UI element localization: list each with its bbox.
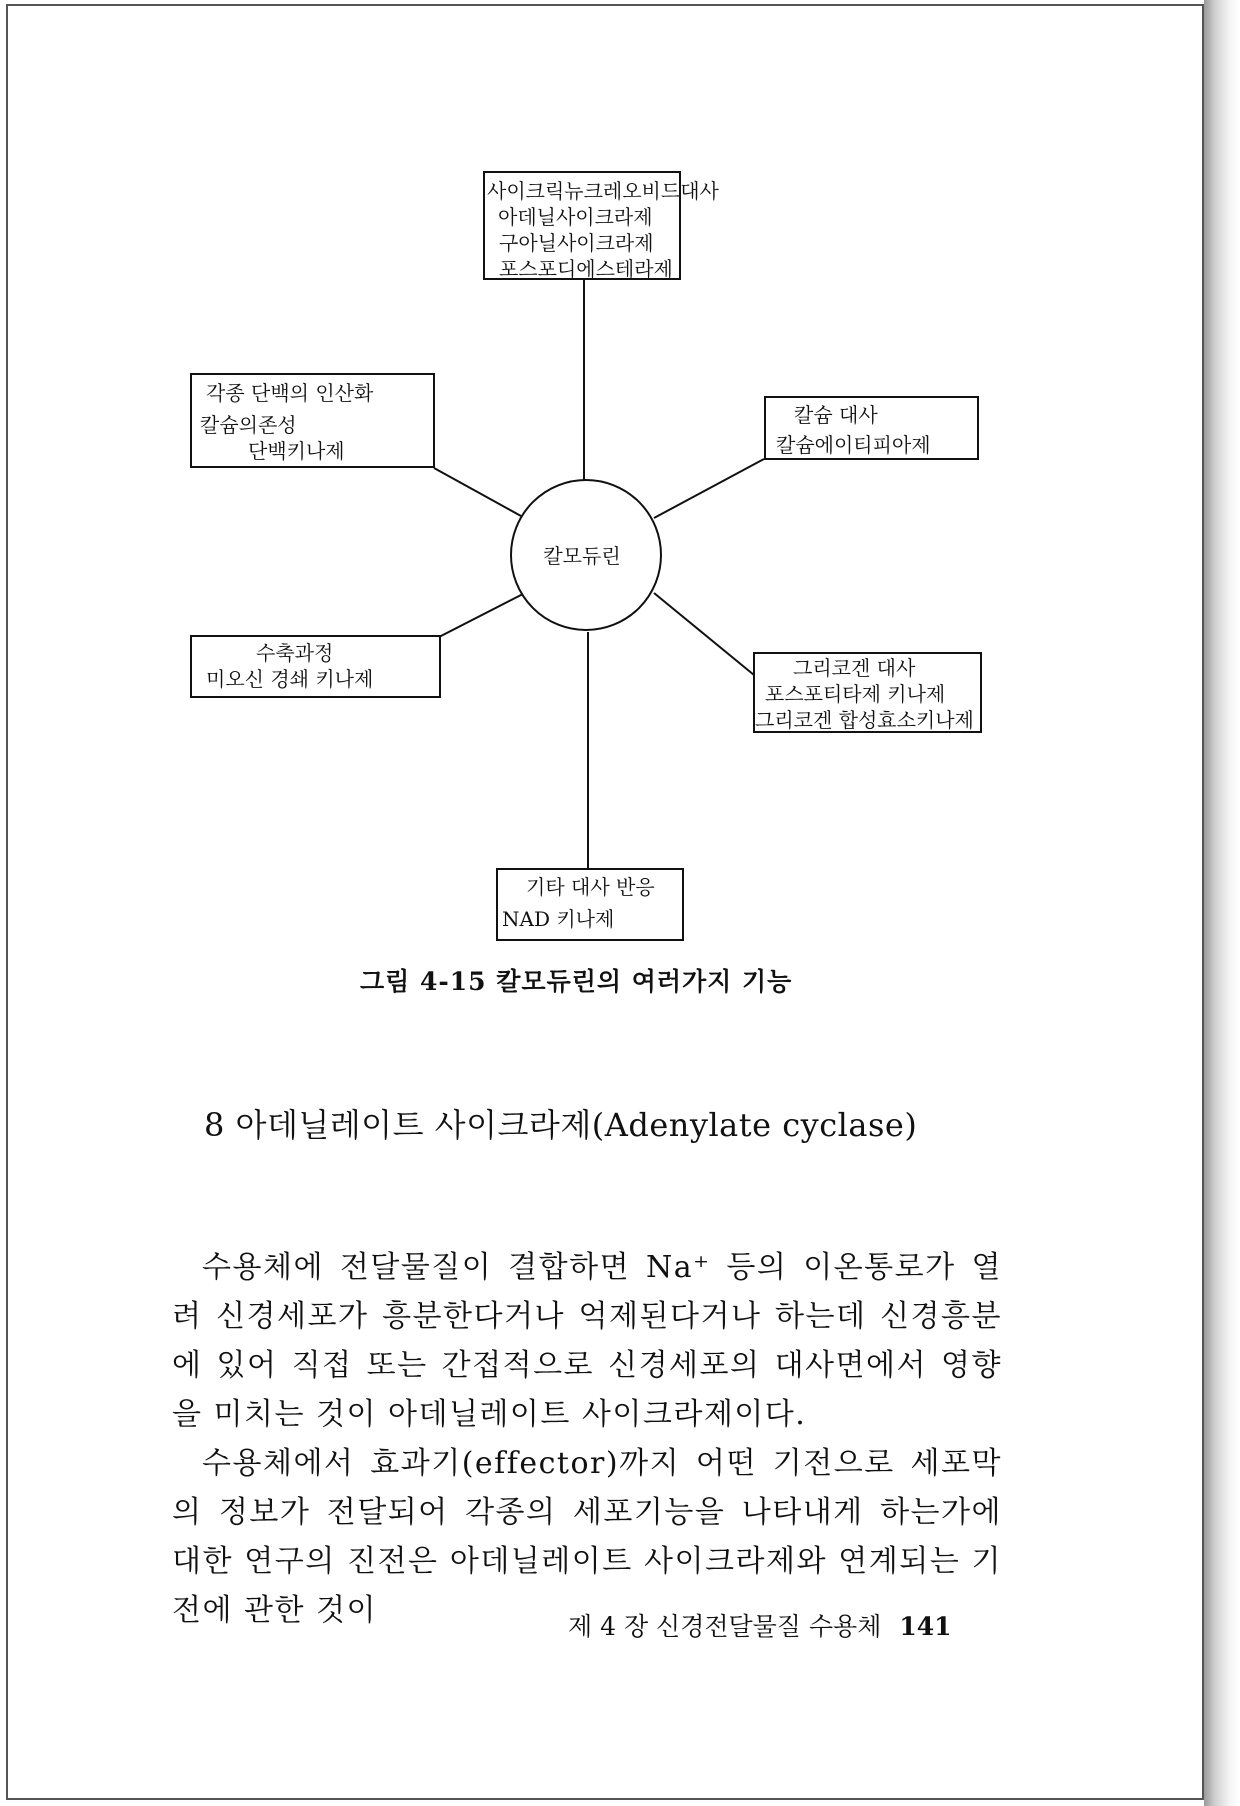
box-lower-right-line-3: 그리코겐 합성효소키나제 bbox=[755, 708, 974, 732]
page-number: 141 bbox=[899, 1612, 952, 1641]
box-upper-left-line-2: 칼슘의존성 bbox=[200, 413, 297, 437]
box-bottom-line-1: 기타 대사 반응 bbox=[526, 875, 655, 899]
box-top-line-2: 아데닐사이크라제 bbox=[498, 205, 653, 229]
center-label: 칼모듀린 bbox=[543, 544, 621, 568]
connector-lower-right bbox=[654, 593, 754, 675]
page-footer bbox=[568, 1607, 988, 1643]
box-lower-left-line-2: 미오신 경쇄 키나제 bbox=[206, 667, 374, 691]
box-bottom bbox=[496, 868, 684, 941]
box-upper-left-line-3: 단백키나제 bbox=[248, 439, 345, 463]
box-upper-right-line-2: 칼슘에이티피아제 bbox=[776, 433, 931, 457]
connector-lower-left bbox=[439, 594, 523, 637]
box-upper-right-line-1: 칼슘 대사 bbox=[794, 403, 878, 427]
section-heading: 8 아데닐레이트 사이크라제(Adenylate cyclase) bbox=[204, 1106, 918, 1144]
box-top bbox=[483, 171, 719, 281]
box-lower-right bbox=[753, 652, 982, 733]
box-top-line-1: 사이크릭뉴크레오비드대사 bbox=[487, 179, 719, 203]
box-lower-right-line-2: 포스포티타제 키나제 bbox=[765, 682, 946, 706]
box-upper-right bbox=[764, 396, 979, 460]
figure-caption: 그림 4-15 칼모듀린의 여러가지 기능 bbox=[360, 967, 793, 996]
paragraph-2: 수용체에서 효과기(effector)까지 어떤 기전으로 세포막의 정보가 전달되어 각종의 세포기능을 나타내게 하는가에 대한 연구의 진전은 아데닐레이트 사이크라제와 연계되는 기전에 관한 것이 bbox=[172, 1446, 1002, 1628]
footer-chapter: 제 4 장 신경전달물질 수용체 bbox=[568, 1612, 882, 1641]
box-top-line-4: 포스포디에스테라제 bbox=[499, 257, 673, 281]
box-bottom-line-2: NAD 키나제 bbox=[502, 907, 615, 931]
connector-upper-right bbox=[654, 459, 764, 518]
box-lower-left-line-1: 수축과정 bbox=[256, 641, 334, 665]
box-upper-left-line-1: 각종 단백의 인산화 bbox=[206, 381, 374, 405]
box-upper-left bbox=[190, 373, 435, 468]
box-lower-right-line-1: 그리코겐 대사 bbox=[793, 656, 916, 680]
box-lower-left bbox=[190, 635, 441, 698]
box-top-line-3: 구아닐사이크라제 bbox=[499, 231, 654, 255]
paragraph-1: 수용체에 전달물질이 결합하면 Na⁺ 등의 이온통로가 열려 신경세포가 흥분한다거나 억제된다거나 하는데 신경흥분에 있어 직접 또는 간접적으로 신경세포의 대사면에서 영향을 미치는 것이 아데닐레이트 사이크라제이다. bbox=[172, 1250, 1002, 1432]
connector-upper-left bbox=[434, 468, 521, 516]
